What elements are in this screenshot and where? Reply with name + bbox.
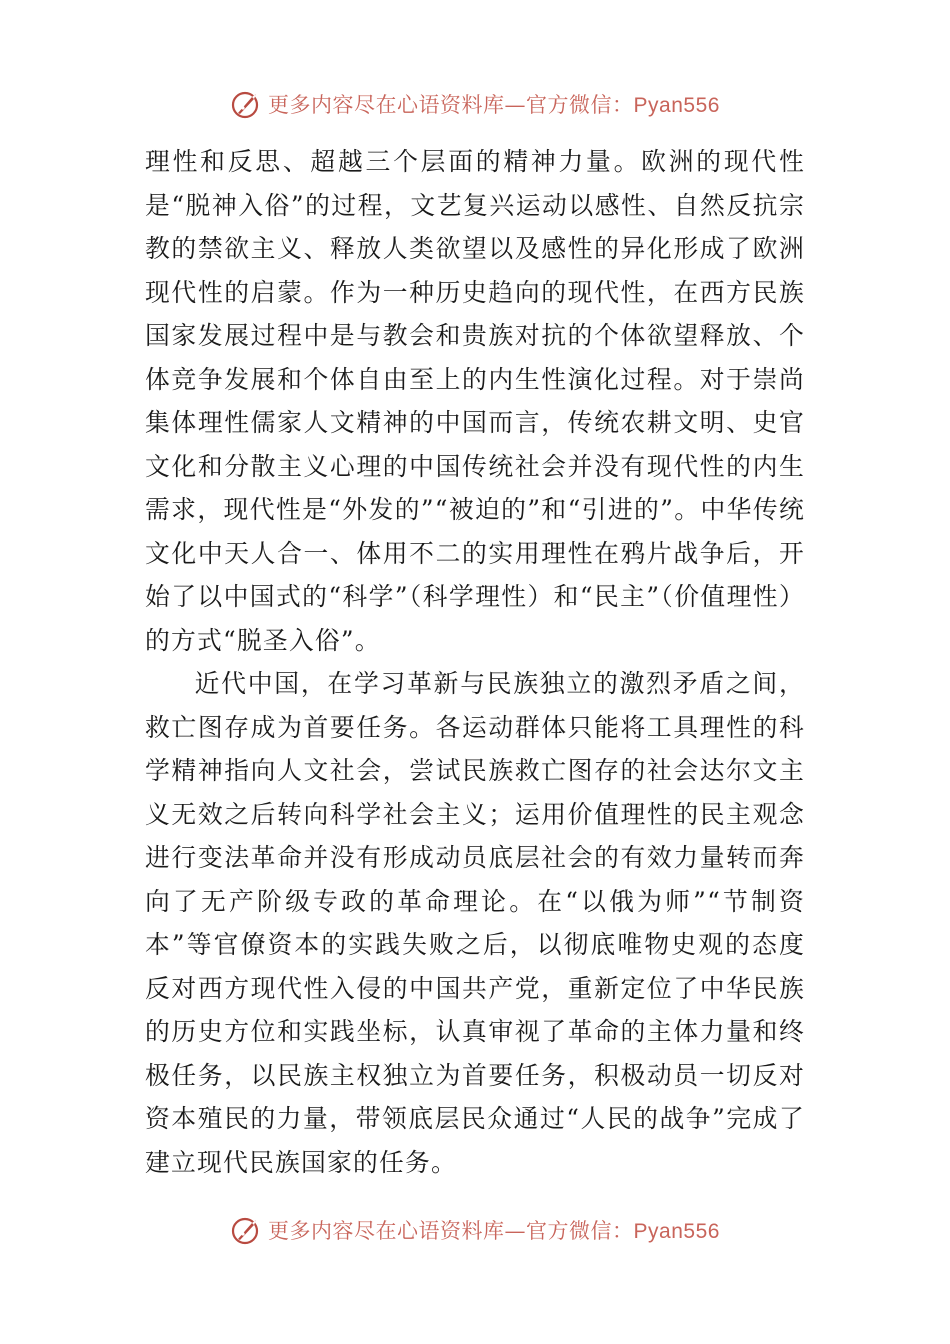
- paragraph: 近代中国，在学习革新与民族独立的激烈矛盾之间，救亡图存成为首要任务。各运动群体只能将工具理性的科学精神指向人文社会，尝试民族救亡图存的社会达尔文主义无效之后转向科学社会主义；运用价值理性的民主观念进行变法革命并没有形成动员底层社会的有效力量转而奔向了无产阶级专政的革命理论。在“以俄为师”“节制资本”等官僚资本的实践失败之后，以彻底唯物史观的态度反对西方现代性入侵的中国共产党，重新定位了中华民族的历史方位和实践坐标，认真审视了革命的主体力量和终极任务，以民族主权独立为首要任务，积极动员一切反对资本殖民的力量，带领底层民众通过“人民的战争”完成了建立现代民族国家的任务。: [145, 669, 805, 1177]
- footer-wechat-id: Pyan556: [633, 1220, 720, 1243]
- pen-nib-logo-icon: [230, 88, 262, 120]
- footer-banner-text: [268, 1215, 720, 1245]
- paragraph: 理性和反思、超越三个层面的精神力量。欧洲的现代性是“脱神入俗”的过程，文艺复兴运动以感性、自然反抗宗教的禁欲主义、释放人类欲望以及感性的异化形成了欧洲现代性的启蒙。作为一种历史趋向的现代性，在西方民族国家发展过程中是与教会和贵族对抗的个体欲望释放、个体竞争发展和个体自由至上的内生性演化过程。对于崇尚集体理性儒家人文精神的中国而言，传统农耕文明、史官文化和分散主义心理的中国传统社会并没有现代性的内生需求，现代性是“外发的”“被迫的”和“引进的”。中华传统文化中天人合一、体用不二的实用理性在鸦片战争后，开始了以中国式的“科学”（科学理性）和“民主”（价值理性）的方式“脱圣入俗”。: [145, 147, 805, 655]
- footer-banner-label: 更多内容尽在心语资料库—官方微信：: [268, 1219, 634, 1243]
- pen-nib-logo-icon: [230, 1214, 262, 1246]
- header-banner-text: [268, 89, 720, 119]
- header-wechat-id: Pyan556: [633, 94, 720, 117]
- footer-banner: [0, 1212, 950, 1248]
- document-body: [145, 140, 805, 1184]
- header-banner: [0, 86, 950, 122]
- header-banner-label: 更多内容尽在心语资料库—官方微信：: [268, 93, 634, 117]
